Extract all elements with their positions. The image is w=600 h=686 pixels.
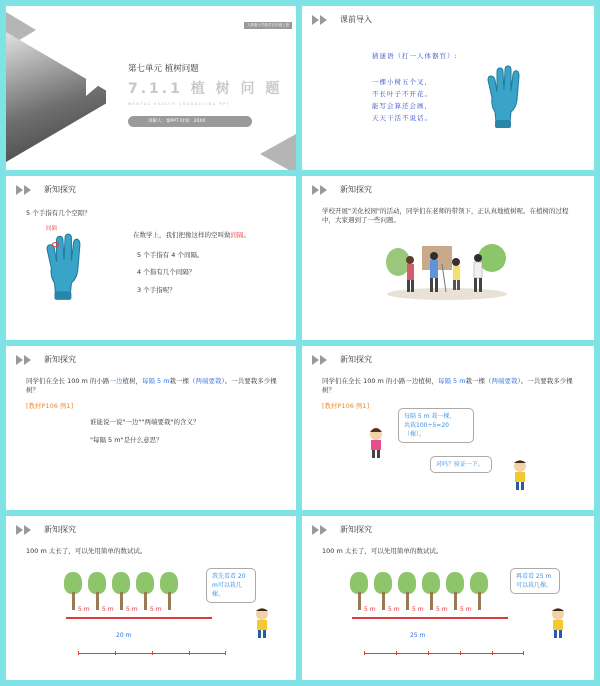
double-chevron-icon [16, 525, 36, 535]
slide-trial-25m[interactable] [302, 516, 594, 680]
slide-header-title: 新知探究 [44, 185, 76, 194]
tree-planting-illustration [382, 240, 512, 302]
riddle-title: 猜谜语（打一人体器官）: [372, 52, 458, 60]
double-chevron-icon [312, 525, 332, 535]
distance-label: 25 m [410, 632, 426, 639]
scene-text: 学校开展"美化校园"的活动，同学们在老师的带领下，正认真地植树呢。在植树的过程中，大家遇到了一些问题。 [322, 207, 569, 225]
girl-character-icon [366, 426, 386, 460]
ruler-tick [78, 651, 79, 655]
ruler-tick [364, 651, 365, 655]
ruler-tick [460, 651, 461, 655]
ruler-tick [523, 651, 524, 655]
gap-label: 5 m [436, 606, 448, 613]
ruler-tick [428, 651, 429, 655]
question-text: 谁能说一说"一边""两端要栽"的含义？ [90, 418, 200, 426]
gap-label: 5 m [460, 606, 472, 613]
riddle-line: 一棵小树五个叉， [372, 78, 432, 86]
double-chevron-icon [16, 355, 36, 365]
ruler-line [364, 653, 524, 654]
gap-label: 5 m [126, 606, 138, 613]
riddle-line: 能写会算还会画， [372, 102, 432, 110]
decor-triangle [86, 52, 112, 96]
slide-header-title: 课前导入 [340, 15, 372, 24]
tree-icon [446, 572, 464, 610]
point-text: 5 个手指有 4 个间隔。 [137, 251, 204, 259]
slide-header [312, 14, 372, 25]
slide-header [312, 354, 372, 365]
tree-icon [160, 572, 178, 610]
slide-trial-20m[interactable] [6, 516, 296, 680]
ruler-tick [152, 651, 153, 655]
boy-character-icon [252, 606, 272, 640]
slide-header-title: 新知探究 [44, 525, 76, 534]
ruler-tick [492, 651, 493, 655]
speaker-pill: 讲解人：秦PPT 时间：20XX [128, 116, 252, 127]
slide-header [312, 524, 372, 535]
trial-text: 100 m 太长了，可以先用简单的数试试。 [322, 547, 443, 555]
slide-header-title: 新知探究 [44, 355, 76, 364]
speech-bubble: 每隔 5 m 栽一棵， 共栽100÷5=20（棵）。 [398, 408, 474, 443]
gap-label: 间隔 [46, 226, 58, 232]
ruler-tick [115, 651, 116, 655]
double-chevron-icon [312, 355, 332, 365]
double-chevron-icon [312, 185, 332, 195]
tree-icon [350, 572, 368, 610]
slide-header [16, 524, 76, 535]
lesson-title: 7.1.1 植 树 问 题 [128, 81, 283, 97]
ruler-tick [225, 651, 226, 655]
question-text: 5 个手指有几个空隙？ [26, 209, 91, 217]
road-line [352, 617, 508, 619]
tree-icon [422, 572, 440, 610]
slide-problem-2[interactable] [302, 346, 594, 510]
tree-icon [470, 572, 488, 610]
tree-icon [136, 572, 154, 610]
problem-text: 同学们在全长 100 m 的小路一边植树，每隔 5 m栽一棵（两端要栽）。一共要栽多少棵树？ [322, 377, 573, 395]
definition-text: 在数学上，我们把像这样的空叫做间隔。 [133, 231, 250, 239]
double-chevron-icon [16, 185, 36, 195]
slide-intro[interactable] [302, 6, 594, 170]
slide-problem-1[interactable] [6, 346, 296, 510]
tree-icon [88, 572, 106, 610]
slide-header [16, 184, 76, 195]
double-chevron-icon [312, 15, 332, 25]
point-text: 4 个指有几个间隔？ [137, 268, 196, 276]
speech-bubble: 对吗？验证一下。 [430, 456, 492, 473]
boy-character-icon [548, 606, 568, 640]
gap-label: 5 m [388, 606, 400, 613]
point-text: 3 个手指呢？ [137, 286, 176, 294]
slide-header-title: 新知探究 [340, 525, 372, 534]
textbook-ref: [教材P106 例1] [26, 402, 74, 410]
question-text: "每隔 5 m"是什么意思？ [90, 436, 163, 444]
tree-icon [112, 572, 130, 610]
boy-character-icon [510, 458, 530, 492]
road-line [66, 617, 212, 619]
slide-header [16, 354, 76, 365]
gap-label: 5 m [102, 606, 114, 613]
ruler-tick [189, 651, 190, 655]
ruler-tick [396, 651, 397, 655]
trial-text: 100 m 太长了，可以先用简单的数试试。 [26, 547, 147, 555]
riddle-line: 不长叶子不开花。 [372, 90, 432, 98]
gap-label: 5 m [150, 606, 162, 613]
speech-bubble: 我先看看 20 m可以栽几棵。 [206, 568, 256, 603]
cover-subtitle: MENTAL HEALTH COUNSELING PPT [128, 102, 231, 106]
tree-icon [374, 572, 392, 610]
glove-icon [482, 64, 526, 130]
gap-label: 5 m [78, 606, 90, 613]
tree-icon [398, 572, 416, 610]
textbook-ref: [教材P106 例1] [322, 402, 370, 410]
decor-triangle [260, 134, 296, 170]
slide-gaps[interactable] [6, 176, 296, 340]
problem-text: 同学们在全长 100 m 的小路一边植树，每隔 5 m栽一棵（两端要栽）。一共要栽多少棵树？ [26, 377, 277, 395]
distance-label: 20 m [116, 632, 132, 639]
riddle-line: 天天干活不说话。 [372, 114, 432, 122]
cover-tag: 人教版小学数学五年级上册 [244, 22, 292, 29]
gap-label: 5 m [412, 606, 424, 613]
slide-header-title: 新知探究 [340, 185, 372, 194]
speech-bubble: 再看看 25 m 可以栽几棵。 [510, 568, 560, 594]
slide-scene[interactable] [302, 176, 594, 340]
tree-icon [64, 572, 82, 610]
unit-title: 第七单元 植树问题 [128, 64, 199, 74]
slide-cover[interactable] [6, 6, 296, 170]
slide-header-title: 新知探究 [340, 355, 372, 364]
glove-icon [40, 232, 88, 302]
slide-header [312, 184, 372, 195]
gap-label: 5 m [364, 606, 376, 613]
